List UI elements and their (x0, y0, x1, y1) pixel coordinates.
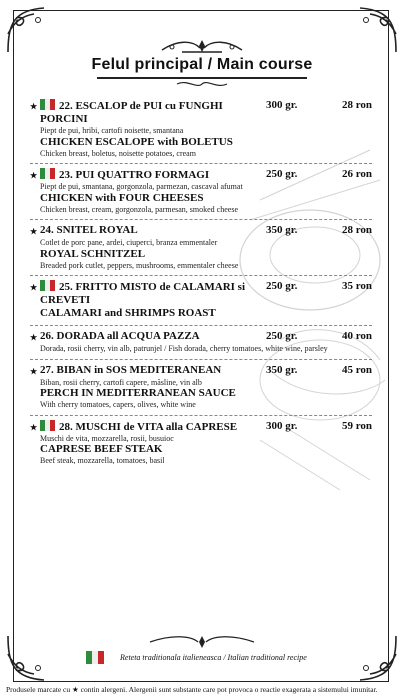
dish-name (40, 420, 260, 434)
dish-name (40, 99, 260, 126)
dish-name (40, 330, 260, 343)
dish-description-en: Beef steak, mozzarella, tomatoes, basil (40, 456, 165, 465)
dish-name-en: CAPRESE BEEF STEAK (40, 443, 163, 455)
dish-weight: 350 gr. (266, 363, 298, 376)
dish-weight: 250 gr. (266, 280, 298, 292)
dish-name-text: 27. BIBAN in SOS MEDITERANEAN (40, 363, 222, 376)
dish-name (40, 224, 260, 237)
dish-description-ro: Piept de pui, smantana, gorgonzola, parmezan, cascaval afumat (40, 182, 243, 191)
italian-flag-icon (40, 280, 55, 291)
dish-name-text: 28. MUSCHI de VITA alla CAPRESE (59, 420, 238, 433)
dish-price: 28 ron (341, 99, 372, 111)
title-underline-ornament-icon (172, 79, 232, 89)
dish-description-en: Chicken breast, boletus, noisette potatoes, cream (40, 148, 196, 158)
dish-name-text: 24. SNITEL ROYAL (40, 224, 138, 236)
footer-ornament-icon (0, 635, 404, 649)
dish-description-ro: Cotlet de porc pane, ardei, ciuperci, branza emmentaler (40, 238, 218, 247)
dish-name-en: ROYAL SCHNITZEL (40, 247, 146, 260)
dish-description-en: Chicken breast, cream, gorgonzola, parmesan, smoked cheese (40, 204, 238, 214)
menu-list (30, 95, 372, 471)
allergen-star-icon: ★ (30, 422, 38, 432)
page-title: Felul principal / Main course (91, 56, 313, 73)
italian-flag-icon (86, 651, 104, 664)
legend (86, 651, 307, 664)
legend-text: Reteta traditionala italieneasca / Italian traditional recipe (120, 653, 307, 662)
menu-item (30, 415, 372, 471)
allergen-star-icon: ★ (30, 366, 38, 376)
dish-name-text: 25. FRITTO MISTO de CALAMARI si CREVETI (40, 281, 246, 306)
dish-price: 26 ron (341, 168, 372, 180)
dish-name-en: CHICKEN with FOUR CHEESES (40, 191, 204, 204)
dish-name-text: 23. PUI QUATTRO FORMAGI (59, 169, 210, 181)
dish-name (40, 280, 260, 307)
dish-weight: 250 gr. (266, 168, 298, 180)
menu-item (30, 219, 372, 275)
dish-description-en: Breaded pork cutlet, peppers, mushrooms, emmentaler cheese (40, 260, 239, 270)
dish-weight: 250 gr. (266, 330, 298, 342)
dish-weight: 350 gr. (266, 224, 298, 236)
allergen-star-icon: ★ (30, 171, 38, 180)
dish-name (40, 168, 260, 182)
allergen-star-icon: ★ (30, 227, 38, 236)
dish-name (40, 364, 260, 377)
menu-item (30, 325, 372, 359)
menu-header (0, 38, 404, 89)
italian-flag-icon (40, 420, 55, 431)
dish-price: 28 ron (341, 224, 372, 236)
dish-description-ro: Biban, rosii cherry, cartofi capere, măsline, vin alb (40, 377, 202, 387)
dish-description-ro: Piept de pui, hribi, cartofi noisette, smantana (40, 126, 184, 135)
dish-name-text: 22. ESCALOP de PUI cu FUNGHI PORCINI (40, 100, 223, 125)
dish-weight: 300 gr. (266, 99, 298, 111)
menu-item (30, 359, 372, 415)
dish-price: 59 ron (341, 419, 372, 432)
dish-name-en: PERCH IN MEDITERRANEAN SAUCE (40, 387, 236, 399)
allergen-note: Produsele marcate cu ★ contin alergeni. Alergenii sunt substante care pot provoca o reactie exagerata a sistemului imunitar. (6, 685, 378, 694)
menu-item (30, 95, 372, 163)
dish-description-en: With cherry tomatoes, capers, olives, white wine (40, 400, 196, 409)
italian-flag-icon (40, 168, 55, 179)
allergen-star-icon: ★ (30, 333, 38, 342)
menu-item (30, 275, 372, 325)
allergen-star-icon: ★ (30, 283, 38, 292)
title-ornament-icon (152, 38, 252, 56)
menu-item (30, 163, 372, 219)
dish-description-ro: Muschi de vita, mozzarella, rosii, busuioc (40, 433, 174, 443)
dish-weight: 300 gr. (266, 419, 298, 432)
dish-name-text: 26. DORADA all ACQUA PAZZA (40, 330, 200, 342)
dish-price: 35 ron (341, 280, 372, 292)
dish-name-en: CALAMARI and SHRIMPS ROAST (40, 307, 216, 319)
dish-price: 45 ron (341, 363, 372, 376)
dish-price: 40 ron (341, 330, 372, 342)
italian-flag-icon (40, 99, 55, 110)
dish-name-en: CHICKEN ESCALOPE with BOLETUS (40, 135, 233, 148)
allergen-star-icon: ★ (30, 102, 38, 111)
dish-description-ro: Dorada, rosii cherry, vin alb, patrunjel / Fish dorada, cherry tomatoes, white wine, parsley (40, 344, 328, 353)
